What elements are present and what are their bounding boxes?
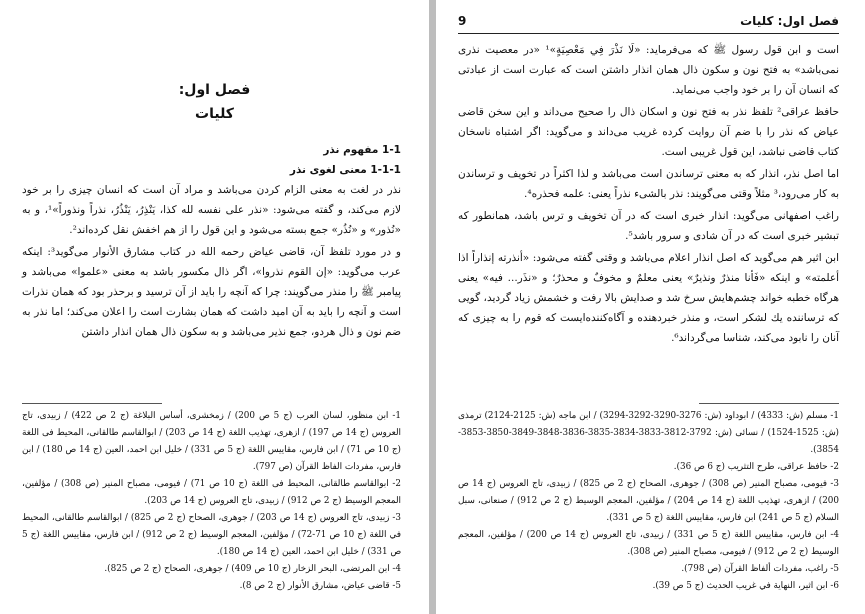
footnote: 4- ابن فارس، مقاييس اللغة (ج 5 ص 331) / زبيدی، تاج العروس (ج 14 ص 200) / مؤلفين، المعجم الوسيط (ج 2 ص 912) / فيومی، مصباح المنير (ص 308). bbox=[458, 530, 839, 557]
right-paragraph: ابن اثير هم می‌گويد كه اصل انذار اعلام می‌باشد و وقتی گفته می‌شود: «أنذرته إنذاراً اذا أعلمته» و اينكه «فَأنا منذرٌ ونذيرٌ» يعنی معلمٌ و مخوفٌ و محذرٌ؛ و «نذَر... فيه» يعنی هرگاه خطبه خواند چشم‌هايش سرخ شد و صدايش بالا رفت و خشمش زياد گرديد، گويی كه ترساننده يك لشكر است، و منذر خبردهنده و آگاه‌كننده‌ايست كه قوم را به چيزی كه آنان را نابود می‌كند، شناسا می‌گرداند⁶. bbox=[458, 252, 839, 344]
left-paragraph: نذر در لغت به معنی الزام كردن می‌باشد و مراد آن است كه انسان چيزی را بر خود لازم می‌كند، و گفته می‌شود: «نذر على نفسه لله كذا، يَنْذِرُ، يَنْذُرُ، نذراً ونذوراً»¹، و به «نُذور» و «نُذُر» جمع بسته می‌شود و اين قول را از هم اخفش نقل كرده‌اند². bbox=[22, 184, 401, 236]
right-paragraph: راغب اصفهانی می‌گويد: انذار خبری است كه در آن تخويف و ترس باشد، همانطور كه تبشير خبری است كه در آن شادی و سرور باشد⁵. bbox=[458, 210, 839, 242]
right-body bbox=[458, 40, 839, 350]
left-paragraph: و در مورد تلفظ آن، قاضی عياض رحمه الله در كتاب مشارق الأنوار می‌گويد³: اينكه عرب می‌گويد: «إن القوم نذروا»، اگر ذال مكسور باشد به معنی «علموا» می‌باشد و پيامبر ﷺ را منذر می‌گويند: چرا كه آنچه را بايد از آن ترسيد و برحذر بود كه همان نذرات است و آنچه را بايد به آن اميد داشت كه همان بشارت است را اعلان می‌كند؛ اما نذر به ضم نون و ذال هردو، جمع نذير می‌باشد و به سكون ذال همان انذار داشتن bbox=[22, 246, 401, 338]
right-paragraph: است و ابن قول رسول ﷺ كه می‌فرمايد: «لَا نَذْرَ فِي مَعْصِيَةٍ»¹ «در معصيت نذری نمی‌باشد» به فتح نون و سكون ذال همان انذار داشتن است كه عبارت است از عبادتی كه انسان آن را بر خود واجب می‌نمايد. bbox=[458, 44, 839, 96]
book-gutter bbox=[429, 0, 436, 614]
left-page bbox=[0, 0, 429, 614]
footnote-divider bbox=[22, 403, 162, 404]
footnote: 2- حافظ عراقی، طرح التثريب (ج 6 ص 36). bbox=[673, 462, 839, 472]
footnote-divider bbox=[699, 403, 839, 404]
left-body bbox=[22, 140, 401, 344]
footnote: 1- مسلم (ش: 4333) / ابوداود (ش: 3276-3290-3292-3294) / ابن ماجه (ش: 2125-2124) ترمذی (ش: 1525-1524) / نسائی (ش: 3792-3812-3833-3834-3835-3836-3848-3849-3850-3853-3854). bbox=[458, 411, 839, 455]
footnote: 3- فيومی، مصباح المنير (ص 308) / جوهری، الصحاح (ج 2 ص 825) / زبيدی، تاج العروس (ج 14 ص 200) / ازهری، تهذيب اللغة (ج 14 ص 204) / مؤلفين، المعجم الوسيط (ج 2 ص 912) / صنعانی، سبل السلام (ج 5 ص 241) ابن فارس، مقاييس اللغة (ج 5 ص 331). bbox=[458, 479, 839, 523]
right-footnotes bbox=[458, 408, 839, 595]
subsection-heading: 1-1-1 معنی لغوی نذر bbox=[289, 164, 401, 176]
footnote: 5- قاضی عياض، مشارق الأنوار (ج 2 ص 8). bbox=[239, 581, 401, 591]
running-title: فصل اول: كليات bbox=[740, 14, 839, 28]
right-page bbox=[436, 0, 865, 614]
footnote: 1- ابن منظور، لسان العرب (ج 5 ص 200) / زمخشری، أساس البلاغة (ج 2 ص 422) / زبيدی، تاج العروس (ج 14 ص 197) / ازهری، تهذيب اللغة (ج 14 ص 203) / ابوالقاسم طالقانی، المحيط فی اللغة (ج 10 ص 71) / ابن فارس، مقاييس اللغة (ج 5 ص 331) / خليل ابن احمد، العين (ج 14 ص 180) / ابن فارس، مفردات الفاظ القرآن (ص 797). bbox=[22, 411, 401, 472]
left-footnotes bbox=[22, 408, 401, 595]
footnote: 4- ابن المرتضى، البحر الزخار (ج 10 ص 409) / جوهری، الصحاح (ج 2 ص 825). bbox=[104, 564, 401, 574]
footnote: 2- ابوالقاسم طالقانی، المحيط فی اللغة (ج 10 ص 71) / فيومی، مصباح المنير (ص 308) / مؤلفين، المعجم الوسيط (ج 2 ص 912) / زبيدی، تاج العروس (ج 14 ص 203). bbox=[22, 479, 401, 506]
chapter-title: فصل اول: bbox=[178, 82, 251, 98]
page-number: 9 bbox=[458, 14, 467, 28]
footnote: 5- راغب، مفردات ألفاظ القرآن (ص 798). bbox=[681, 564, 839, 574]
right-paragraph: حافظ عراقی² تلفظ نذر به فتح نون و اسكان ذال را صحيح می‌داند و اين سخن قاضی عياض كه نذر را با ضم آن روايت كرده غريب می‌داند و می‌گويد: اگر اشتباه ناسخان كتاب قاضی نباشد، اين قول غريبی است. bbox=[458, 106, 839, 158]
footnote: 6- ابن اثير، النهاية في غريب الحديث (ج 5 ص 39). bbox=[652, 581, 839, 591]
running-header bbox=[458, 10, 839, 32]
section-heading: 1-1 مفهوم نذر bbox=[323, 144, 401, 156]
header-rule bbox=[458, 33, 839, 34]
footnote: 3- زبيدی، تاج العروس (ج 14 ص 203) / جوهری، الصحاح (ج 2 ص 825) / ابوالقاسم طالقانی، المحيط في اللغة (ج 10 ص 71-72) / مؤلفين، المعجم الوسيط (ج 2 ص 912) / ابن فارس، مقاييس اللغة (ج 5 ص 331) / خليل ابن احمد، العين (ج 14 ص 180). bbox=[22, 513, 401, 557]
right-paragraph: اما اصل نذر، انذار كه به معنی ترساندن است می‌باشد و لذا اكثراً در تخويف و ترساندن به كار می‌رود،³ مثلاً وقتی می‌گويند: نذر بالشیء نذراً يعنی: علمه فحذره⁴. bbox=[458, 168, 839, 200]
chapter-subtitle: كليات bbox=[195, 106, 234, 122]
